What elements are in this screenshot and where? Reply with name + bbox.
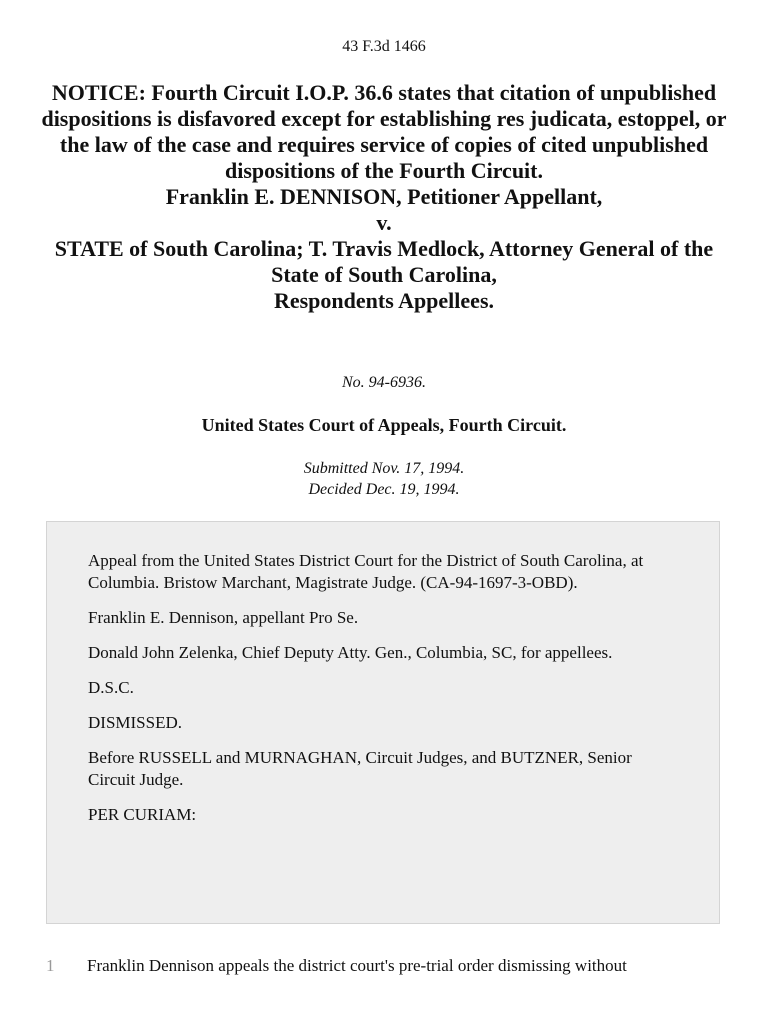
petitioner-line: Franklin E. DENNISON, Petitioner Appellant, (165, 184, 603, 209)
notice-text: NOTICE: Fourth Circuit I.O.P. 36.6 states that citation of unpublished dispositions is disfavored except for establishing res judicata, estoppel, or the law of the case and requires service of copies of cited unpublished dispositions of the Fourth Circuit. (41, 80, 727, 183)
court-name: United States Court of Appeals, Fourth Circuit. (201, 415, 567, 435)
opinion-type-text: PER CURIAM: (88, 805, 197, 824)
citation: 43 F.3d 1466 (342, 38, 426, 55)
panel-text: Before RUSSELL and MURNAGHAN, Circuit Judges, and BUTZNER, Senior Circuit Judge. (88, 748, 632, 789)
submitted-date: Submitted Nov. 17, 1994. (303, 460, 465, 477)
versus-line: v. (376, 210, 392, 235)
appellee-counsel-text: Donald John Zelenka, Chief Deputy Atty. Gen., Columbia, SC, for appellees. (88, 643, 613, 662)
docket-number: No. 94-6936. (342, 374, 426, 391)
respondents-role-line: Respondents Appellees. (273, 288, 495, 313)
case-heading (40, 80, 728, 314)
disposition-text: DISMISSED. (88, 713, 182, 732)
appellant-counsel-text: Franklin E. Dennison, appellant Pro Se. (88, 608, 359, 627)
respondents-line: STATE of South Carolina; T. Travis Medlock, Attorney General of the State of South Carolina, (54, 236, 714, 287)
appeal-from-text: Appeal from the United States District Court for the District of South Carolina, at Columbia. Bristow Marchant, Magistrate Judge. (CA-94-1697-3-OBD). (88, 551, 644, 592)
paragraph-number: 1 (46, 956, 55, 975)
decided-date: Decided Dec. 19, 1994. (308, 481, 460, 498)
lower-court-text: D.S.C. (88, 678, 134, 697)
paragraph-text: Franklin Dennison appeals the district court's pre-trial order dismissing without (87, 956, 627, 975)
case-dates (0, 458, 768, 500)
preliminary-box (46, 521, 720, 924)
